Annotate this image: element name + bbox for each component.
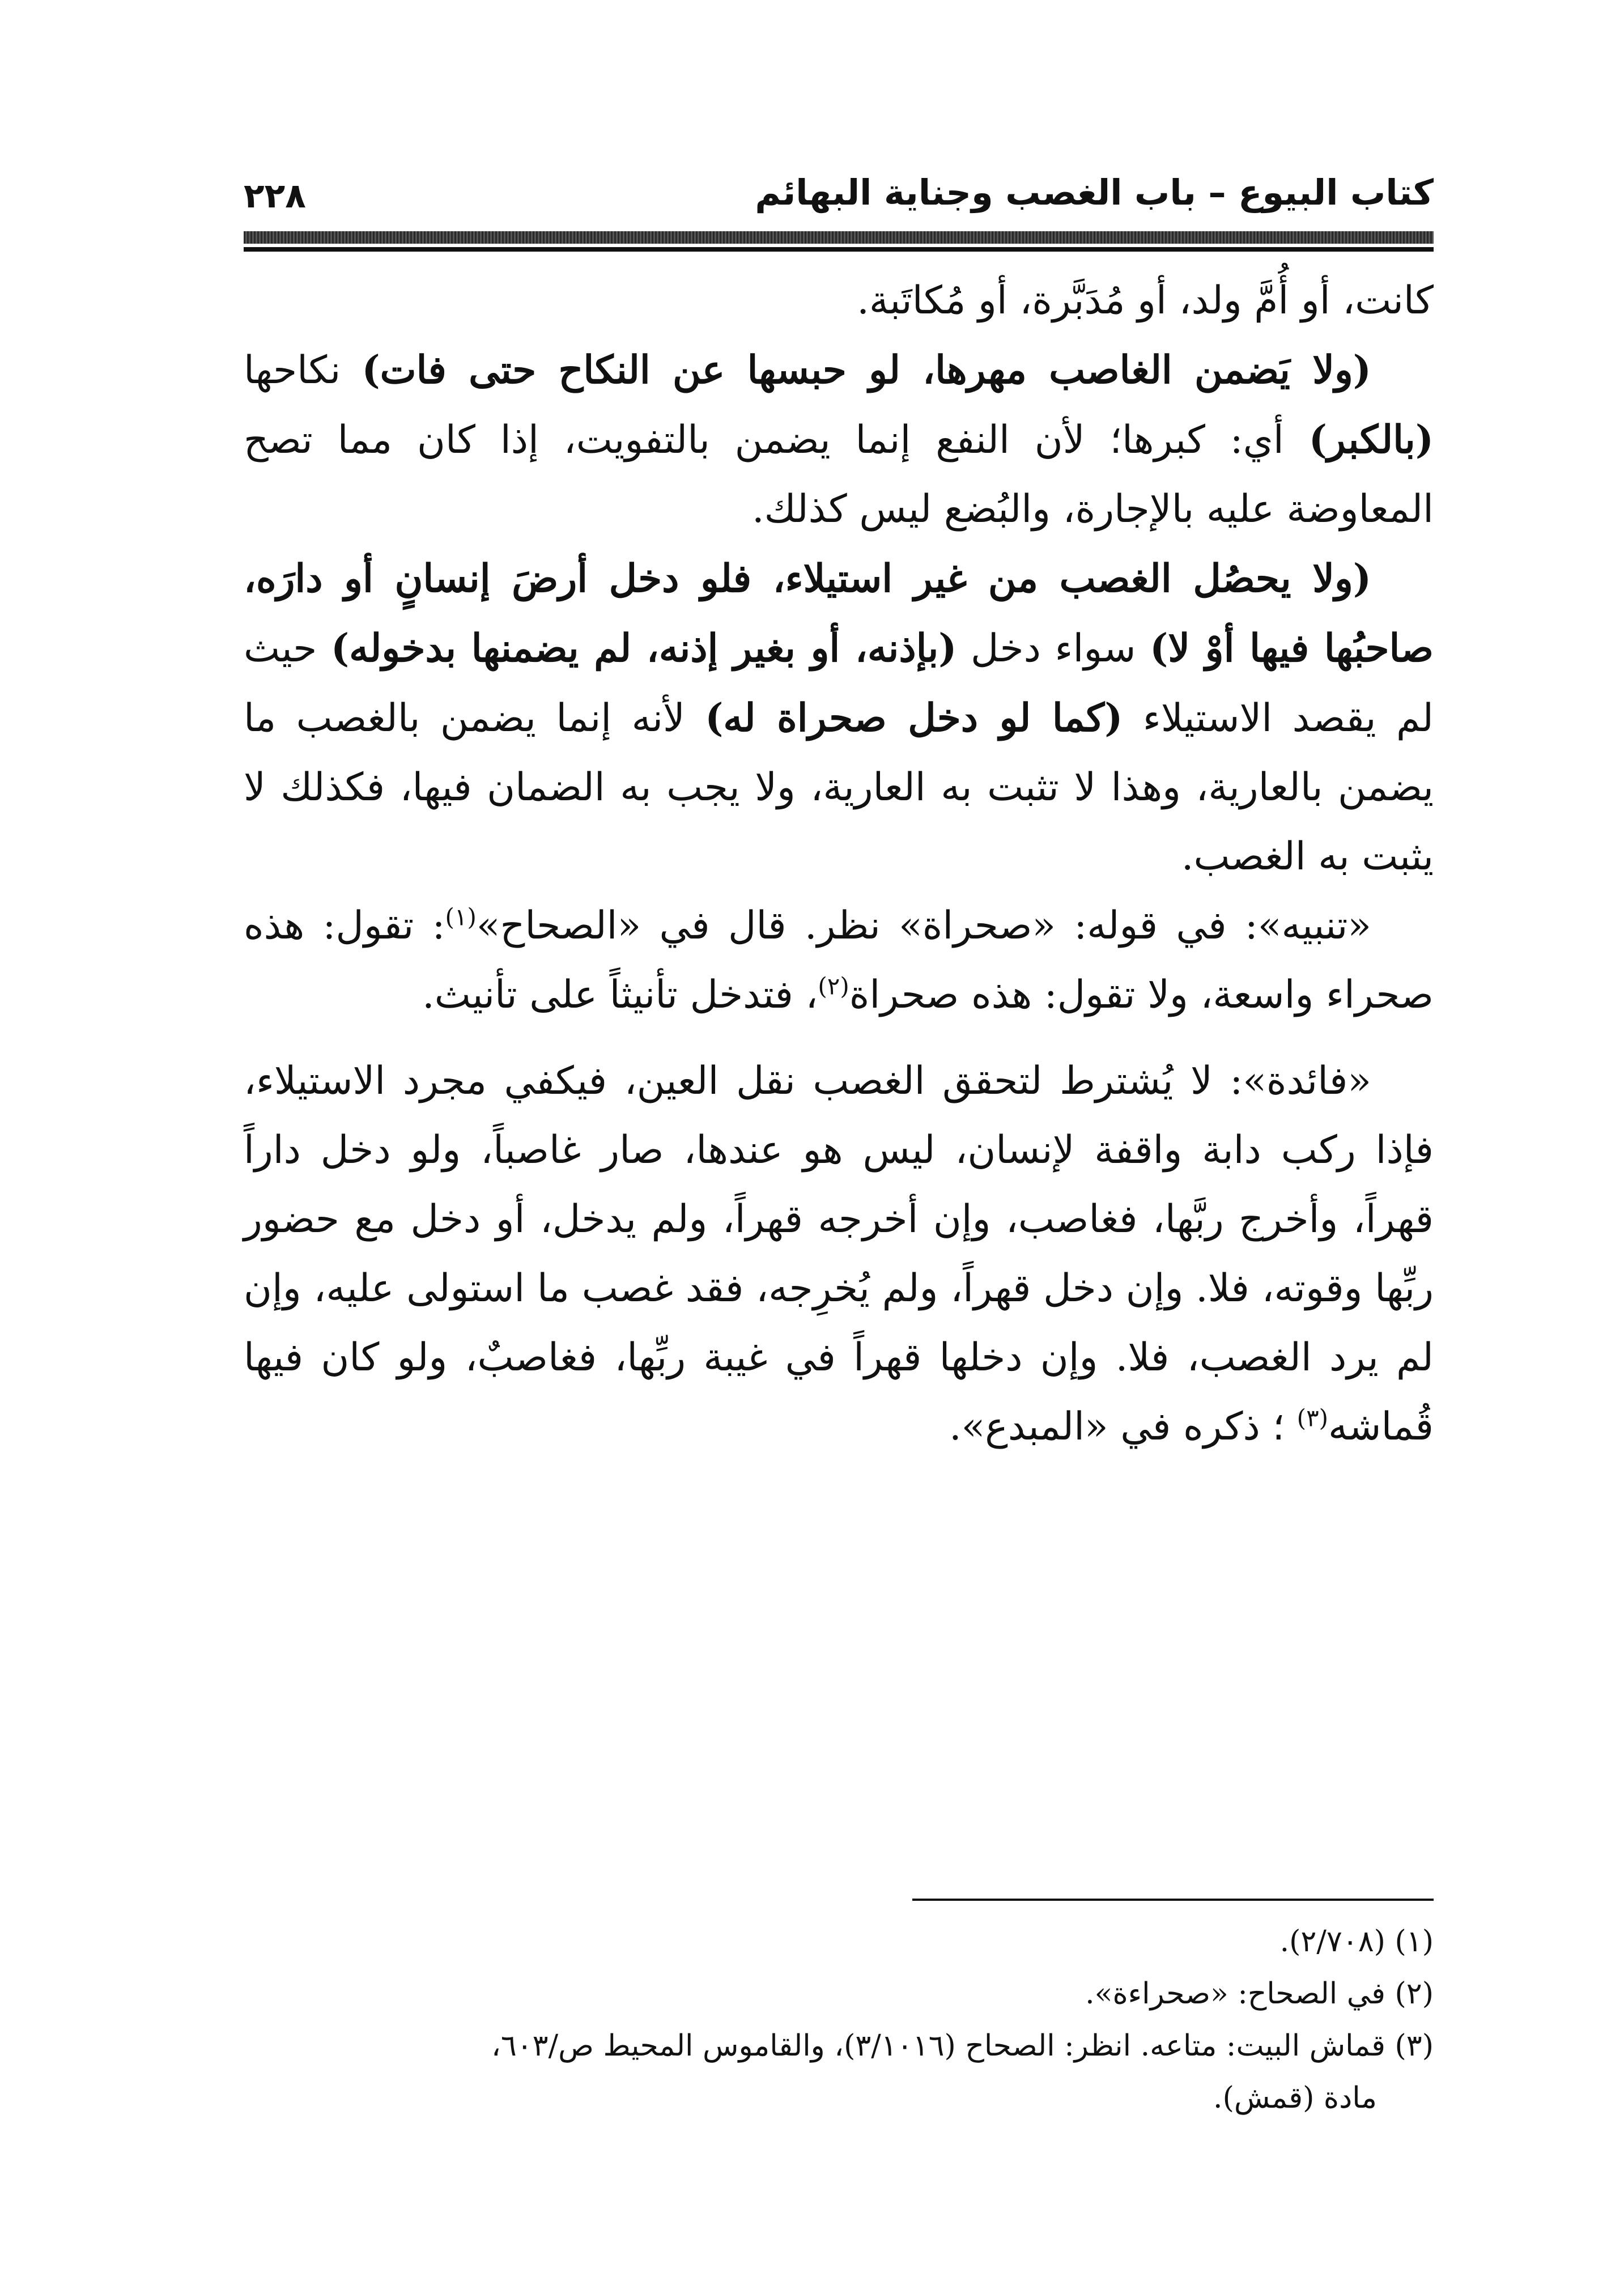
paragraph-tanbih: «تنبيه»: في قوله: «صحراة» نظر. قال في «الصحاح»$^{(١)}$: تقول: هذه صحراء واسعة، ولا تقول: هذه صحراة$^{(٢)}$، فتدخل تأنيثاً على تأنيث. xyxy=(244,903,1434,1017)
sharh-text: نكاحها xyxy=(244,348,362,393)
matn-text: (ولا يَضمن الغاصب مهرها، لو حبسها عن النكاح حتى فات) xyxy=(362,347,1371,393)
footnote-3-continued: مادة (قمش). xyxy=(1213,2081,1377,2115)
footnote-ref-1: (١) xyxy=(445,903,477,931)
matn-text: (كما لو دخل صحراة له) xyxy=(705,695,1123,741)
sharh-text: سواء دخل xyxy=(956,626,1150,671)
sharh-text: أي: كبرها؛ لأن النفع إنما يضمن بالتفويت، إذا كان مما تصح المعاوضة عليه بالإجارة، والبُضع ليس كذلك. xyxy=(244,418,1434,532)
matn-text: (ولا يحصُل الغصب من غير استيلاء، فلو دخل أرضَ إنسانٍ أو دارَه، صاحبُها فيها أوْ لا) xyxy=(244,556,1434,671)
footnote-separator xyxy=(912,1899,1434,1901)
page-number: ٢٢٨ xyxy=(244,176,306,216)
running-title: كتاب البيوع – باب الغصب وجناية البهائم xyxy=(755,172,1434,213)
footnotes xyxy=(244,1916,1434,2124)
paragraph-faida: «فائدة»: لا يُشترط لتحقق الغصب نقل العين، فيكفي مجرد الاستيلاء، فإذا ركب دابة واقفة لإنسان، ليس هو عندها، صار غاصباً، ولو دخل داراً قهراً، وأخرج ربَّها، فغاصب، وإن أخرجه قهراً، ولم يدخل، أو دخل مع حضور ربِّها وقوته، فلا. وإن دخل قهراً، ولم يُخرِجه، فقد غصب ما استولى عليه، وإن لم يرد الغصب، فلا. وإن دخلها قهراً في غيبة ربِّها، فغاصبٌ، ولو كان فيها قُماشه$^{(٣)}$ ؛ ذكره في «المبدع». xyxy=(244,1059,1434,1449)
paragraph-1: كانت، أو أُمَّ ولد، أو مُدَبَّرة، أو مُكاتَبة. xyxy=(857,278,1434,323)
sharh-text: لأنه إنما يضمن بالغصب ما يضمن بالعارية، وهذا لا تثبت به العارية، ولا يجب به الضمان فيها، فكذلك لا يثبت به الغصب. xyxy=(244,696,1434,879)
matn-text: (بالكبر) xyxy=(1308,417,1434,462)
main-text xyxy=(244,266,1434,1462)
footnote-2: (٢) في الصحاح: «صحراءة». xyxy=(1085,1977,1434,2011)
page-header xyxy=(244,164,1434,227)
footnote-1: (١) (٢/٧٠٨). xyxy=(1279,1925,1434,1959)
header-divider xyxy=(244,231,1434,244)
sharh-text: حيث لم يقصد الاستيلاء xyxy=(244,626,1434,741)
footnote-ref-2: (٢) xyxy=(818,972,849,1000)
footnote-ref-3: (٣) xyxy=(1296,1404,1329,1432)
header-divider-line xyxy=(244,247,1434,252)
paragraph-3 xyxy=(244,544,1434,891)
paragraph-2 xyxy=(244,336,1434,544)
footnote-3: (٣) قماش البيت: متاعه. انظر: الصحاح (٣/١٠١٦)، والقاموس المحيط ص/٦٠٣، xyxy=(491,2029,1434,2063)
matn-text: (بإذنه، أو بغير إذنه، لم يضمنها بدخوله) xyxy=(330,626,957,671)
